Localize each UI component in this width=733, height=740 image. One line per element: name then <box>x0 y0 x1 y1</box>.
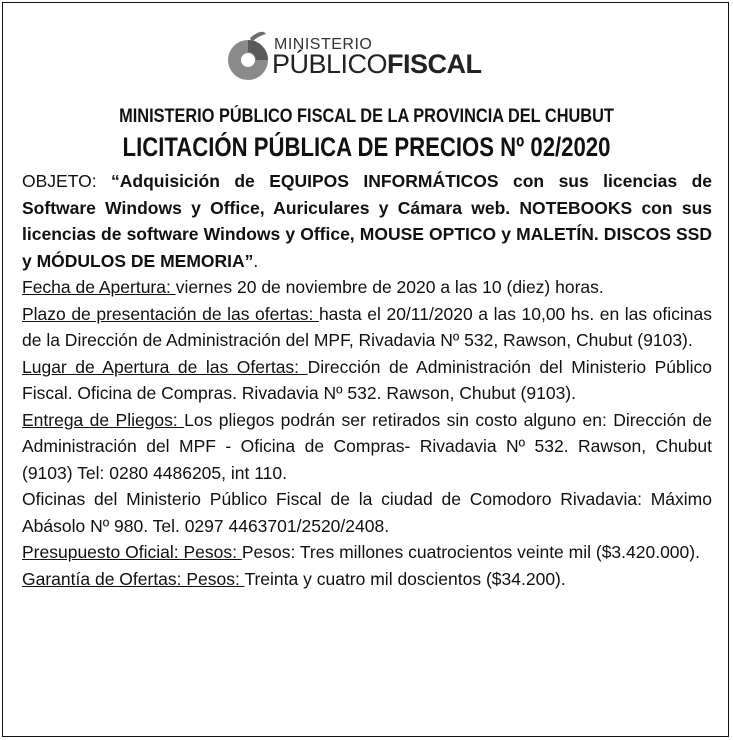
lugar-paragraph: Lugar de Apertura de las Ofertas: Dirección de Administración del Ministerio Público Fiscal. Oficina de Compras. Rivadavia Nº 532. Rawson, Chubut (9103). <box>22 356 712 403</box>
institution-heading: MINISTERIO PÚBLICO FISCAL DE LA PROVINCIA DEL CHUBUT <box>119 106 614 127</box>
entrega-paragraph: Entrega de Pliegos: Los pliegos podrán ser retirados sin costo alguno en: Dirección de Administración del MPF - Oficina de Compras- Rivadavia Nº 532. Rawson, Chubut (9103) Tel: 0280 4486205, int 110. <box>22 409 712 483</box>
fecha-paragraph: Fecha de Apertura: viernes 20 de noviembre de 2020 a las 10 (diez) horas. <box>22 277 604 297</box>
oficinas-paragraph: Oficinas del Ministerio Público Fiscal de la ciudad de Comodoro Rivadavia: Máximo Abásolo Nº 980. Tel. 0297 4463701/2520/2408. <box>22 489 712 536</box>
ministerio-logo <box>226 28 506 86</box>
logo-mark-icon <box>226 28 270 84</box>
garantia-paragraph: Garantía de Ofertas: Pesos: Treinta y cuatro mil doscientos ($34.200). <box>22 568 566 589</box>
tender-title: LICITACIÓN PÚBLICA DE PRECIOS Nº 02/2020 <box>122 132 611 162</box>
presupuesto-paragraph: Presupuesto Oficial: Pesos: Pesos: Tres millones cuatrocientos veinte mil ($3.420.000). <box>22 542 700 562</box>
logo-text-publico-fiscal: PÚBLICOFISCAL <box>272 49 482 79</box>
notice-body <box>22 168 712 592</box>
plazo-paragraph: Plazo de presentación de las ofertas: hasta el 20/11/2020 a las 10,00 hs. en las oficinas de la Dirección de Administración del MPF, Rivadavia Nº 532, Rawson, Chubut (9103). <box>22 303 712 350</box>
objeto-paragraph: OBJETO: “Adquisición de EQUIPOS INFORMÁTICOS con sus licencias de Software Windows y Office, Auriculares y Cámara web. NOTEBOOKS con sus licencias de software Windows y Office, MOUSE OPTICO y MALETÍN. DISCOS SSD y MÓDULOS DE MEMORIA”. <box>22 171 712 271</box>
logo-text-ministerio: MINISTERIO <box>274 36 373 53</box>
